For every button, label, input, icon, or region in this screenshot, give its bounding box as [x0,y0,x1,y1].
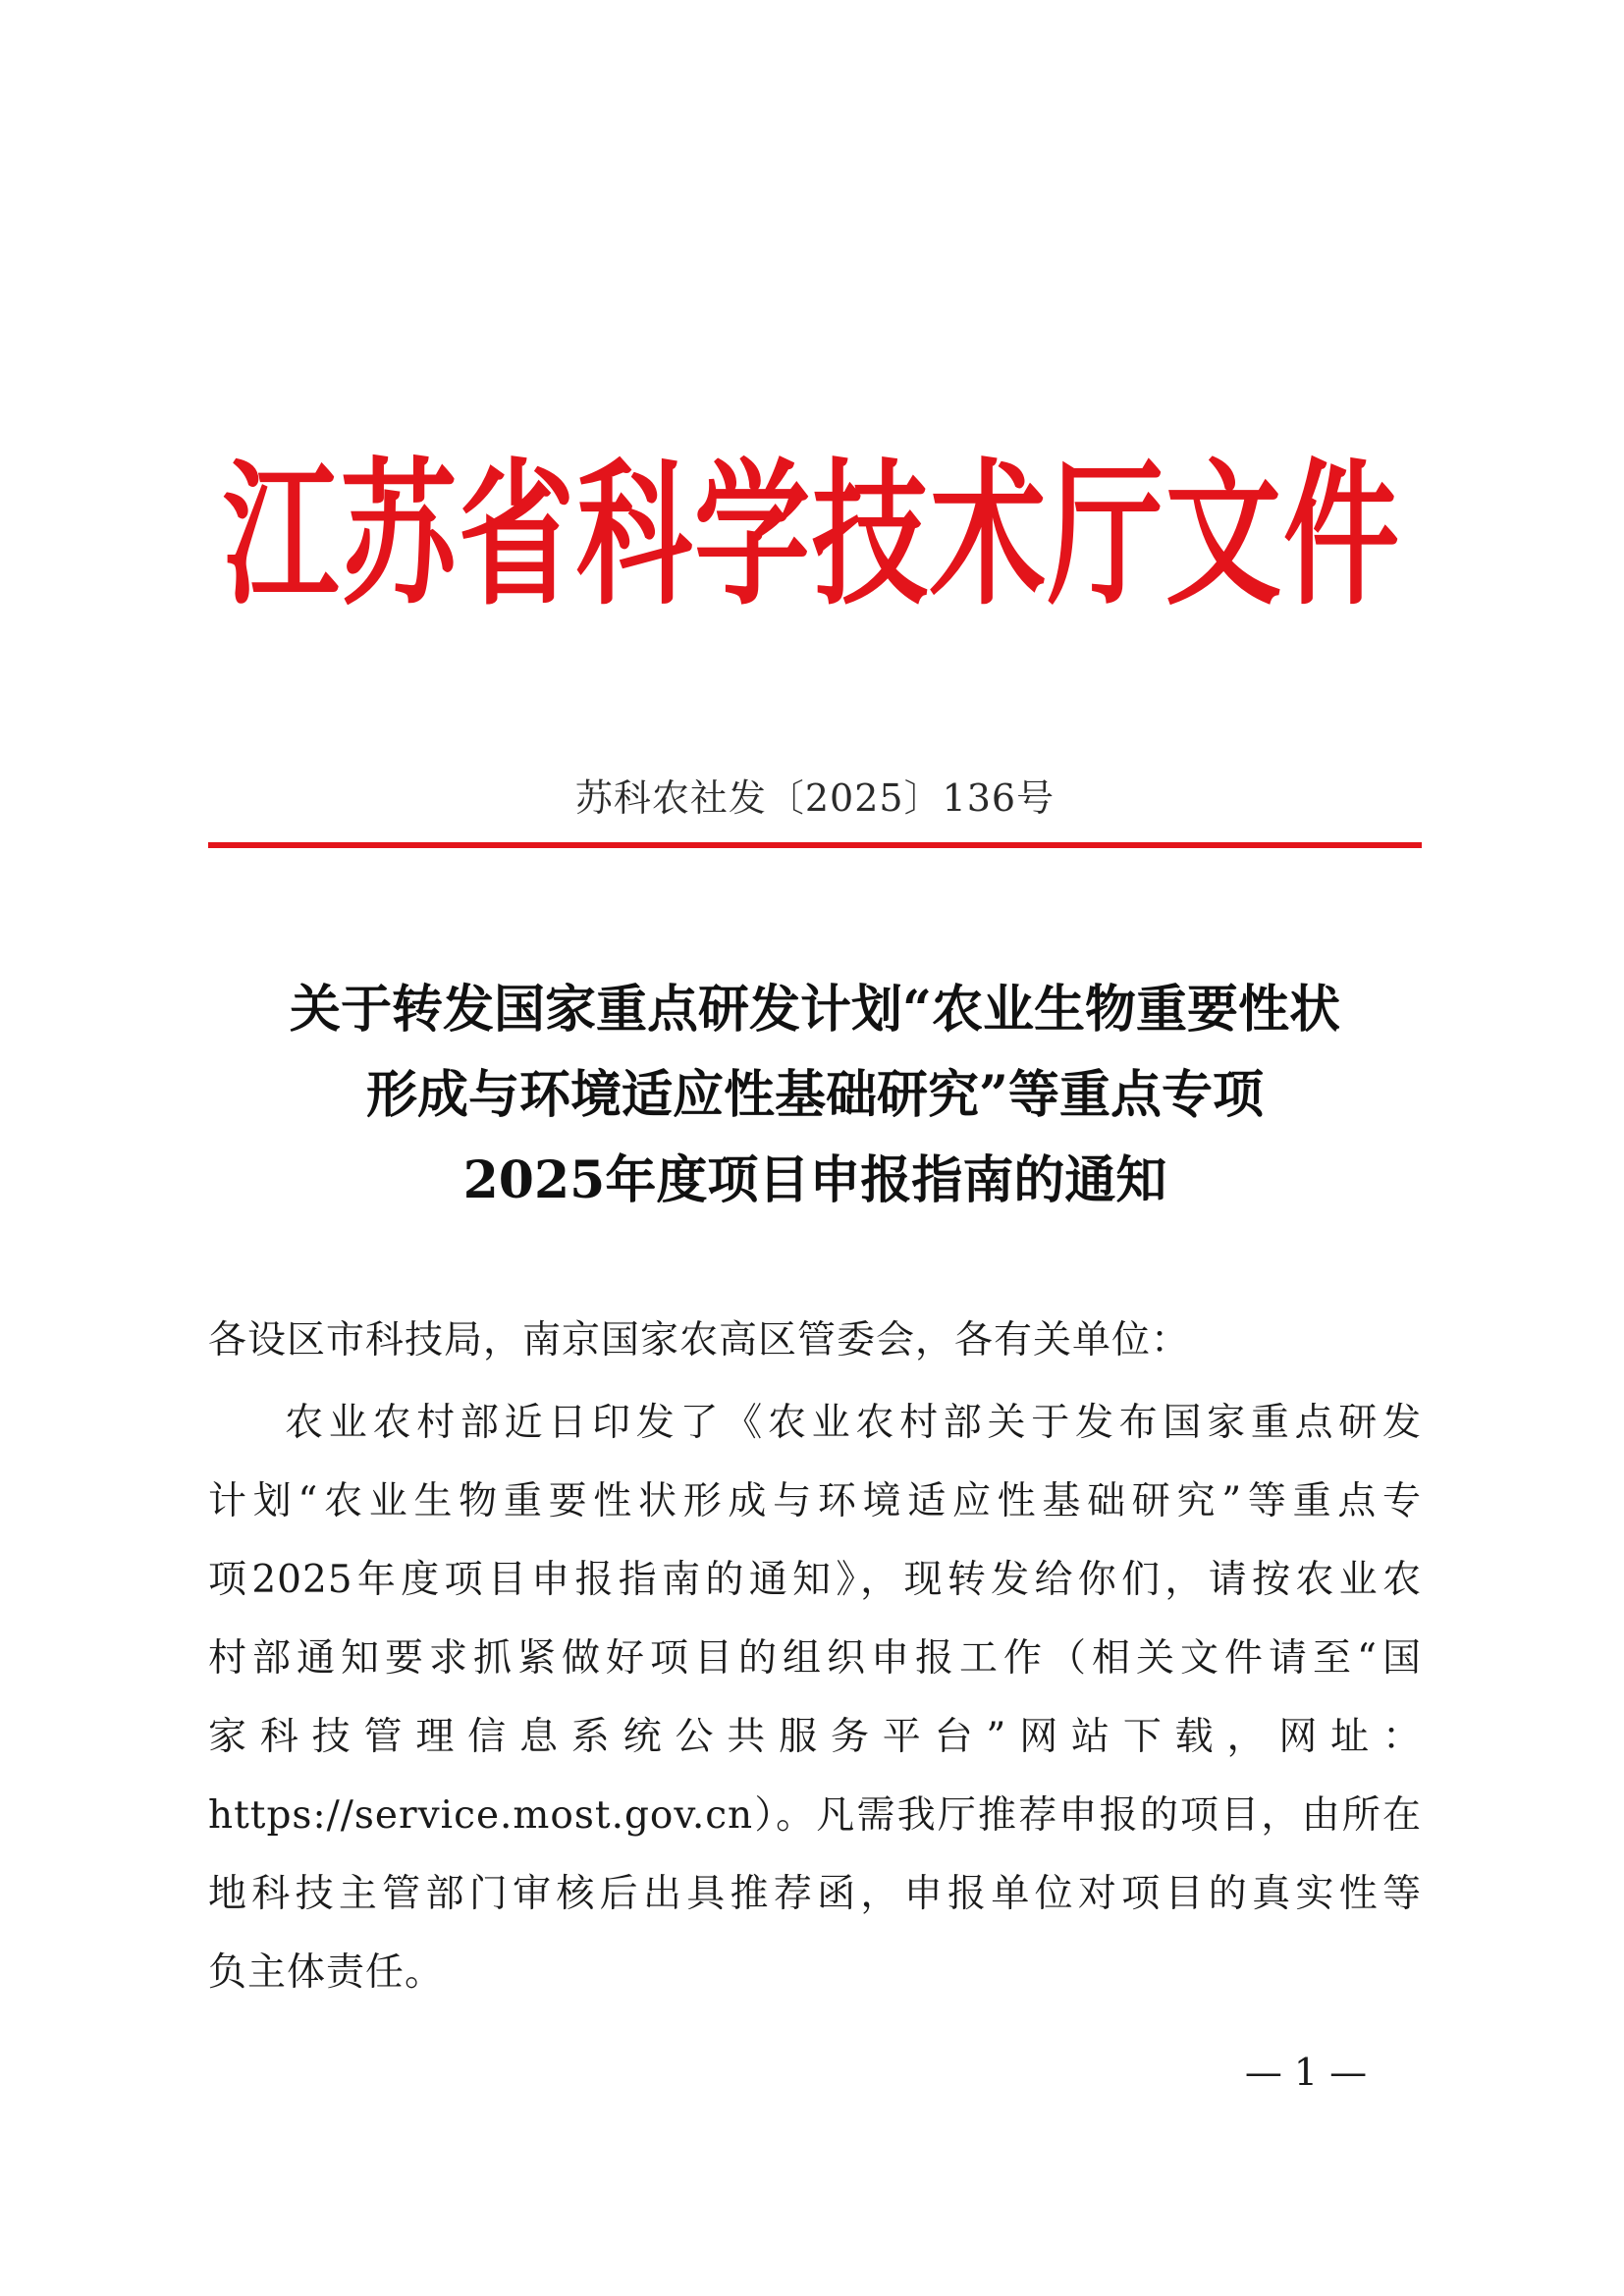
document-number: 苏科农社发〔2025〕136号 [574,776,1056,820]
title-line-2: 形成与环境适应性基础研究”等重点专项 [366,1065,1264,1125]
masthead-title: 江苏省科学技术厅文件 [222,443,1401,627]
body-line-2: 计划“农业生物重要性状形成与环境适应性基础研究”等重点专 [208,1479,1422,1523]
body-line-3: 项2025年度项目申报指南的通知》，现转发给你们，请按农业农 [208,1558,1422,1602]
document-title [208,967,1422,1223]
body-line-5: 家科技管理信息系统公共服务平台”网站下载，网址： [208,1715,1422,1759]
body-line-1: 农业农村部近日印发了《农业农村部关于发布国家重点研发 [285,1401,1422,1445]
body-line-6: https://service.most.gov.cn）。凡需我厅推荐申报的项目，由所在 [208,1793,1422,1838]
body-line-4: 村部通知要求抓紧做好项目的组织申报工作（相关文件请至“国 [208,1636,1422,1681]
salutation: 各设区市科技局，南京国家农高区管委会，各有关单位： [208,1318,1191,1362]
red-divider-rule [208,842,1422,848]
body-line-7: 地科技主管部门审核后出具推荐函，申报单位对项目的真实性等 [208,1872,1422,1916]
title-line-3: 2025年度项目申报指南的通知 [462,1150,1167,1210]
page-number: — 1 — [1244,2051,1368,2094]
body-line-8: 负主体责任。 [208,1950,445,1995]
title-line-1: 关于转发国家重点研发计划“农业生物重要性状 [290,980,1340,1040]
